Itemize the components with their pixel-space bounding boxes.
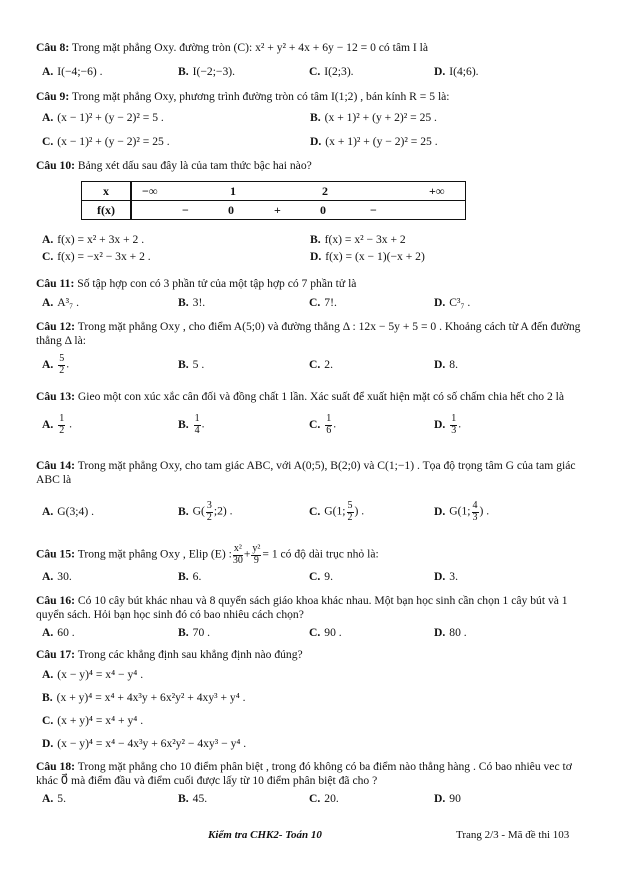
sign-minus-2: − (370, 203, 377, 217)
option-d[interactable]: D. C³₇ . (434, 296, 471, 310)
option-b[interactable]: B. 70 . (178, 626, 211, 640)
option-d[interactable]: D. 80 . (434, 626, 467, 640)
option-c[interactable]: C. 20. (309, 792, 339, 806)
sign-table-root-1: 1 (230, 184, 236, 198)
option-c[interactable]: C. (x − 1)² + (y − 2)² = 25 . (42, 135, 170, 149)
question-label: Câu 16: (36, 594, 75, 607)
question-text: Trong mặt phẳng cho 10 điểm phân biệt , trong đó không có ba điểm nào thẳng hàng . Có bao nhiêu vec tơ khác 0⃗ mà điểm đầu và điểm cuối được lấy từ 10 điểm phân biệt đã cho ? (36, 760, 572, 788)
question-16 (36, 594, 582, 643)
ellipse-term-y: $\frac{\text{y²}}{9}$ (252, 543, 261, 566)
question-text: Gieo một con xúc xắc cân đối và đồng chất 1 lần. Xác suất để xuất hiện mặt có số chấm chia hết cho 2 là (77, 390, 565, 403)
sign-table-x-label: x (82, 182, 132, 201)
question-11 (36, 277, 582, 313)
question-text: Trong mặt phẳng Oxy, cho tam giác ABC, với A(0;5), B(2;0) và C(1;−1) . Tọa độ trọng tâm G của tam giác ABC là (36, 459, 576, 487)
sign-plus: + (274, 203, 281, 217)
option-a[interactable]: A. 5. (42, 792, 66, 806)
option-a[interactable]: A. (x − 1)² + (y − 2)² = 5 . (42, 111, 164, 125)
question-15: Câu 15: Trong mặt phẳng Oxy , Elip (E) : $\frac{\text{x²}}{30}$ + $\frac{\text{y²}}{9}$ = 1 có độ dài trục nhỏ là: A. 30. B. 6. C. 9. D. 3. (36, 543, 458, 583)
sign-table-root-2: 2 (322, 184, 328, 198)
option-c[interactable]: C. (x + y)⁴ = x⁴ + y⁴ . (42, 714, 144, 728)
option-d[interactable]: D. 8. (434, 358, 458, 372)
question-label: Câu 14: (36, 459, 75, 472)
question-label: Câu 8: (36, 41, 70, 54)
question-label: Câu 13: (36, 390, 75, 403)
option-b[interactable]: B. (x + 1)² + (y + 2)² = 25 . (310, 111, 437, 125)
option-a[interactable]: A. $\frac{5}{2}$ . (42, 353, 70, 376)
question-text: Trong mặt phẳng Oxy. đường tròn (C): x² + y² + 4x + 6y − 12 = 0 có tâm I là (71, 41, 429, 54)
option-a[interactable]: A. $\frac{1}{2}$ . (42, 413, 73, 436)
option-b[interactable]: B. 5 . (178, 358, 205, 372)
sign-table-fx-label: f(x) (82, 201, 132, 220)
option-c[interactable]: C. G(1; $\frac{5}{2}$ ) . (309, 500, 365, 523)
option-b[interactable]: B. 6. (178, 570, 202, 583)
option-b[interactable]: B. 3!. (178, 296, 206, 310)
sign-zero-1: 0 (228, 203, 234, 217)
option-c[interactable]: C. 90 . (309, 626, 342, 640)
exam-title: Kiểm tra CHK2- Toán 10 (208, 829, 322, 841)
question-12 (36, 320, 582, 378)
option-b[interactable]: B. G( $\frac{3}{2}$ ;2) . (178, 500, 233, 523)
option-a[interactable]: A. A³₇ . (42, 296, 79, 310)
option-c[interactable]: C. 2. (309, 358, 333, 372)
option-c[interactable]: C. f(x) = −x² − 3x + 2 . (42, 250, 151, 263)
option-d[interactable]: D. f(x) = (x − 1)(−x + 2) (310, 250, 425, 263)
option-b[interactable]: B. 45. (178, 792, 208, 806)
question-10 (36, 159, 582, 173)
option-b[interactable]: B. (x + y)⁴ = x⁴ + 4x³y + 6x²y² + 4xy³ + y⁴ . (42, 691, 246, 705)
option-b[interactable]: B. I(−2;−3). (178, 65, 236, 79)
question-text-end: = 1 có độ dài trục nhỏ là: (262, 547, 379, 561)
option-a[interactable]: A. G(3;4) . (42, 505, 94, 519)
option-d[interactable]: D. $\frac{1}{3}$ . (434, 413, 462, 436)
option-a[interactable]: A. 60 . (42, 626, 75, 640)
option-d[interactable]: D. (x − y)⁴ = x⁴ − 4x³y + 6x²y² − 4xy³ − y⁴ . (42, 737, 247, 751)
option-b[interactable]: B. $\frac{1}{4}$ . (178, 413, 205, 436)
question-label: Câu 11: (36, 277, 75, 290)
sign-table (81, 181, 466, 220)
question-label: Câu 12: (36, 320, 75, 333)
option-a[interactable]: A. (x − y)⁴ = x⁴ − y⁴ . (42, 668, 144, 682)
option-c[interactable]: C. 9. (309, 570, 333, 583)
question-text: Trong các khẳng định sau khẳng định nào đúng? (77, 648, 303, 661)
option-d[interactable]: D. (x + 1)² + (y − 2)² = 25 . (310, 135, 438, 149)
question-label: Câu 9: (36, 90, 70, 103)
question-17 (36, 648, 582, 760)
question-text: Trong mặt phẳng Oxy , Elip (E) : (77, 547, 232, 561)
sign-zero-2: 0 (320, 203, 326, 217)
sign-minus-1: − (182, 203, 189, 217)
question-18 (36, 760, 582, 809)
sign-table-pos-inf: +∞ (429, 184, 445, 198)
question-text: Trong mặt phẳng Oxy, phương trình đường tròn có tâm I(1;2) , bán kính R = 5 là: (71, 90, 450, 103)
option-c[interactable]: C. I(2;3). (309, 65, 354, 79)
option-a[interactable]: A. I(−4;−6) . (42, 65, 103, 79)
question-label: Câu 18: (36, 760, 75, 773)
question-10-options (36, 233, 582, 267)
question-14 (36, 459, 582, 527)
option-d[interactable]: D. G(1; $\frac{4}{3}$ ) . (434, 500, 490, 523)
question-8 (36, 41, 582, 82)
option-a[interactable]: A. 30. (42, 570, 72, 583)
option-d[interactable]: D. I(4;6). (434, 65, 479, 79)
option-c[interactable]: C. 7!. (309, 296, 337, 310)
question-label: Câu 17: (36, 648, 75, 661)
page-number: Trang 2/3 - Mã đề thi 103 (456, 829, 570, 841)
question-13 (36, 390, 582, 438)
option-b[interactable]: B. f(x) = x² − 3x + 2 (310, 233, 406, 246)
question-label: Câu 15: (36, 547, 75, 561)
question-text: Có 10 cây bút khác nhau và 8 quyển sách giáo khoa khác nhau. Một bạn học sinh cần chọn 1 cây bút và 1 quyển sách. Hỏi bạn học sinh đó có bao nhiêu cách chọn? (36, 594, 568, 622)
option-a[interactable]: A. f(x) = x² + 3x + 2 . (42, 233, 145, 246)
question-text: Trong mặt phẳng Oxy , cho điểm A(5;0) và đường thẳng Δ : 12x − 5y + 5 = 0 . Khoảng cách từ A đến đường thẳng Δ là: (36, 320, 581, 348)
question-label: Câu 10: (36, 159, 75, 172)
question-9 (36, 90, 582, 152)
question-text: Số tập hợp con có 3 phần tử của một tập hợp có 7 phần tử là (77, 277, 357, 290)
question-text: Bảng xét dấu sau đây là của tam thức bậc hai nào? (77, 159, 312, 172)
sign-table-neg-inf: −∞ (142, 184, 158, 198)
ellipse-term-x: $\frac{\text{x²}}{30}$ (232, 543, 243, 566)
option-d[interactable]: D. 90 (434, 792, 461, 806)
option-c[interactable]: C. $\frac{1}{6}$ . (309, 413, 337, 436)
option-d[interactable]: D. 3. (434, 570, 458, 583)
